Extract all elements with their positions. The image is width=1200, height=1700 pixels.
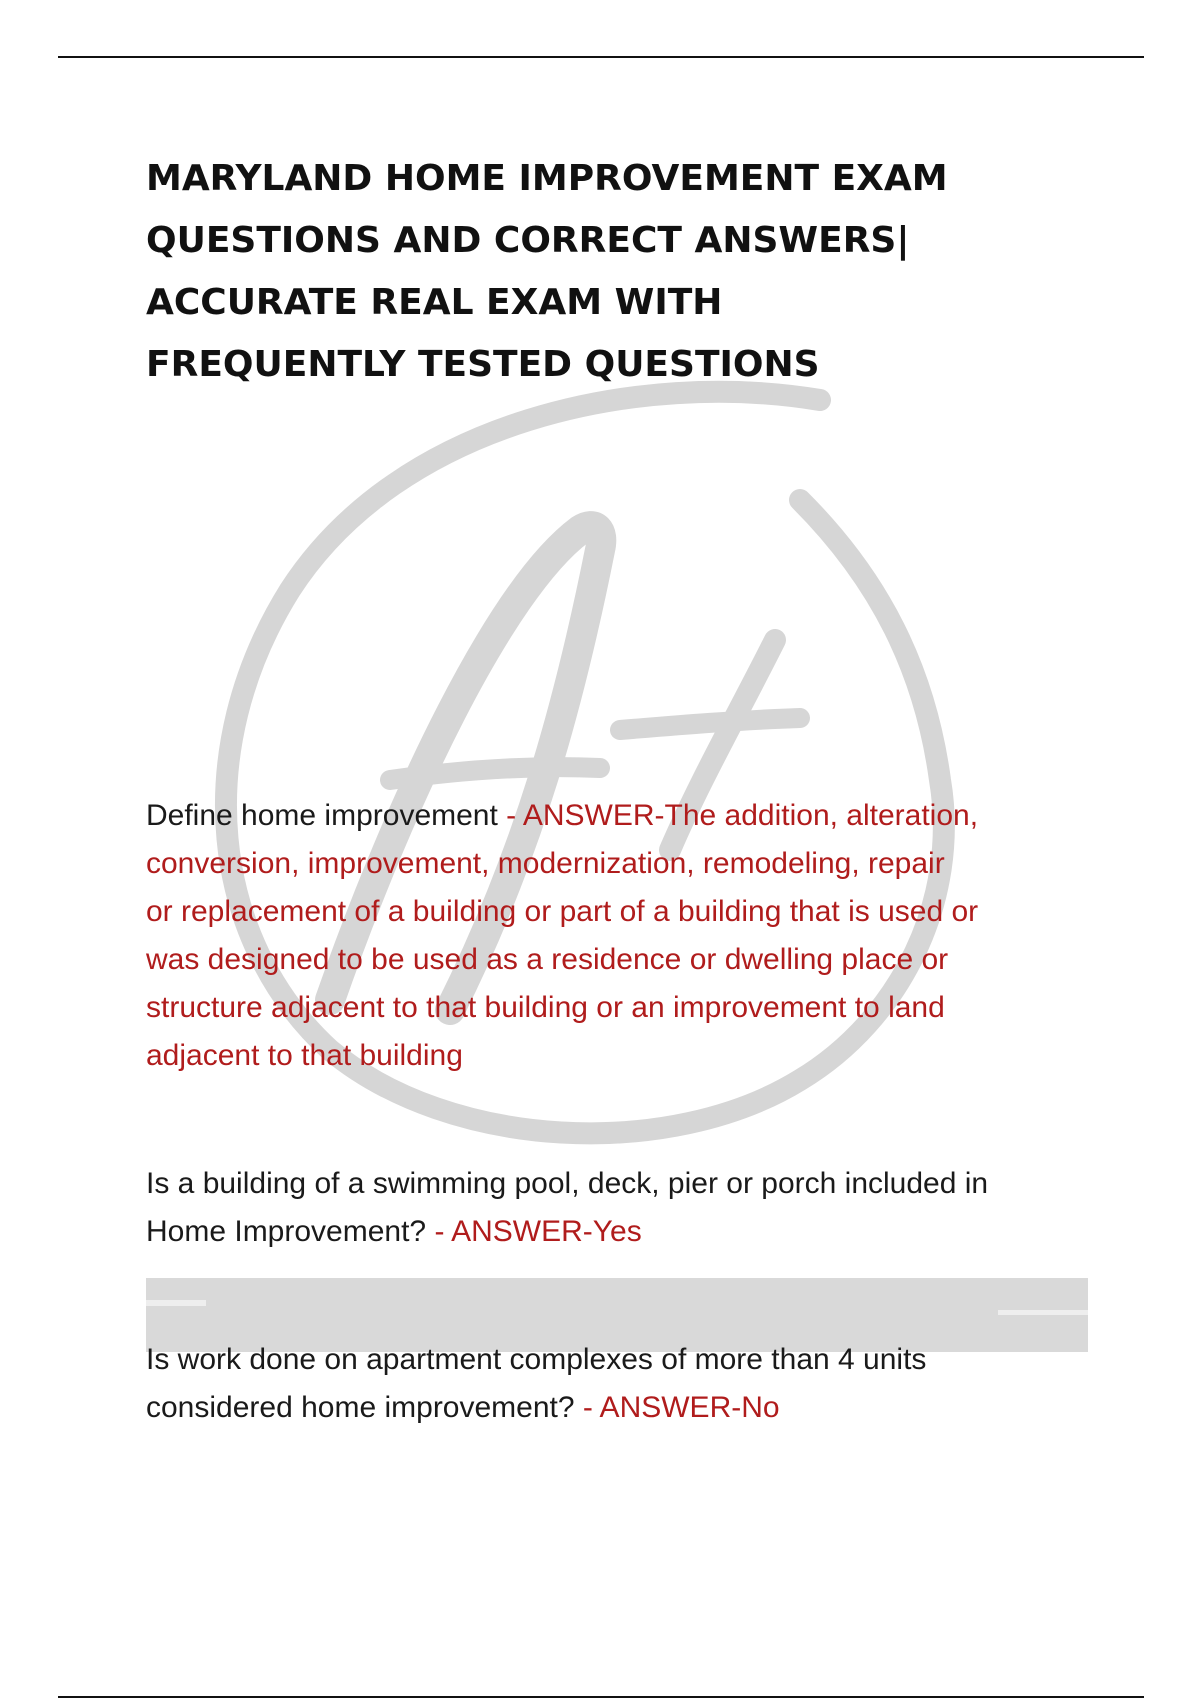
- qa-line: [146, 1032, 1096, 1080]
- qa-item-swimming-pool: [146, 1160, 1096, 1256]
- bar-highlight: [146, 1300, 206, 1306]
- title-line: FREQUENTLY TESTED QUESTIONS: [146, 344, 820, 385]
- qa-line: [146, 1160, 1096, 1208]
- qa-line: [146, 984, 1096, 1032]
- qa-line: [146, 840, 1096, 888]
- title-line: MARYLAND HOME IMPROVEMENT EXAM: [146, 158, 948, 199]
- question-text: Home Improvement?: [146, 1215, 435, 1248]
- qa-line: [146, 1208, 1096, 1256]
- answer-text: was designed to be used as a residence or dwelling place or: [146, 943, 949, 976]
- qa-line: [146, 792, 1096, 840]
- title-line: QUESTIONS AND CORRECT ANSWERS|: [146, 220, 910, 261]
- qa-item-define-home-improvement: [146, 792, 1096, 1080]
- question-text: Is work done on apartment complexes of more than 4 units: [146, 1343, 927, 1376]
- answer-text: - ANSWER-No: [582, 1391, 780, 1424]
- qa-line: [146, 1336, 1096, 1384]
- bottom-rule: [58, 1696, 1144, 1698]
- top-rule: [58, 56, 1144, 58]
- title-line: ACCURATE REAL EXAM WITH: [146, 282, 723, 323]
- qa-line: [146, 1384, 1096, 1432]
- question-text: considered home improvement?: [146, 1391, 583, 1424]
- answer-text: - ANSWER-Yes: [434, 1215, 642, 1248]
- qa-item-apartment-complexes: [146, 1336, 1096, 1432]
- qa-line: [146, 936, 1096, 984]
- question-text: Is a building of a swimming pool, deck, pier or porch included in: [146, 1167, 989, 1200]
- answer-text: or replacement of a building or part of a building that is used or: [146, 895, 979, 928]
- qa-line: [146, 888, 1096, 936]
- document-title: [146, 148, 1086, 396]
- answer-text: conversion, improvement, modernization, remodeling, repair: [146, 847, 945, 880]
- answer-text: - ANSWER-The addition, alteration,: [506, 799, 979, 832]
- answer-text: structure adjacent to that building or an improvement to land: [146, 991, 945, 1024]
- bar-highlight: [998, 1310, 1088, 1315]
- question-text: Define home improvement: [146, 799, 507, 832]
- answer-text: adjacent to that building: [146, 1039, 463, 1072]
